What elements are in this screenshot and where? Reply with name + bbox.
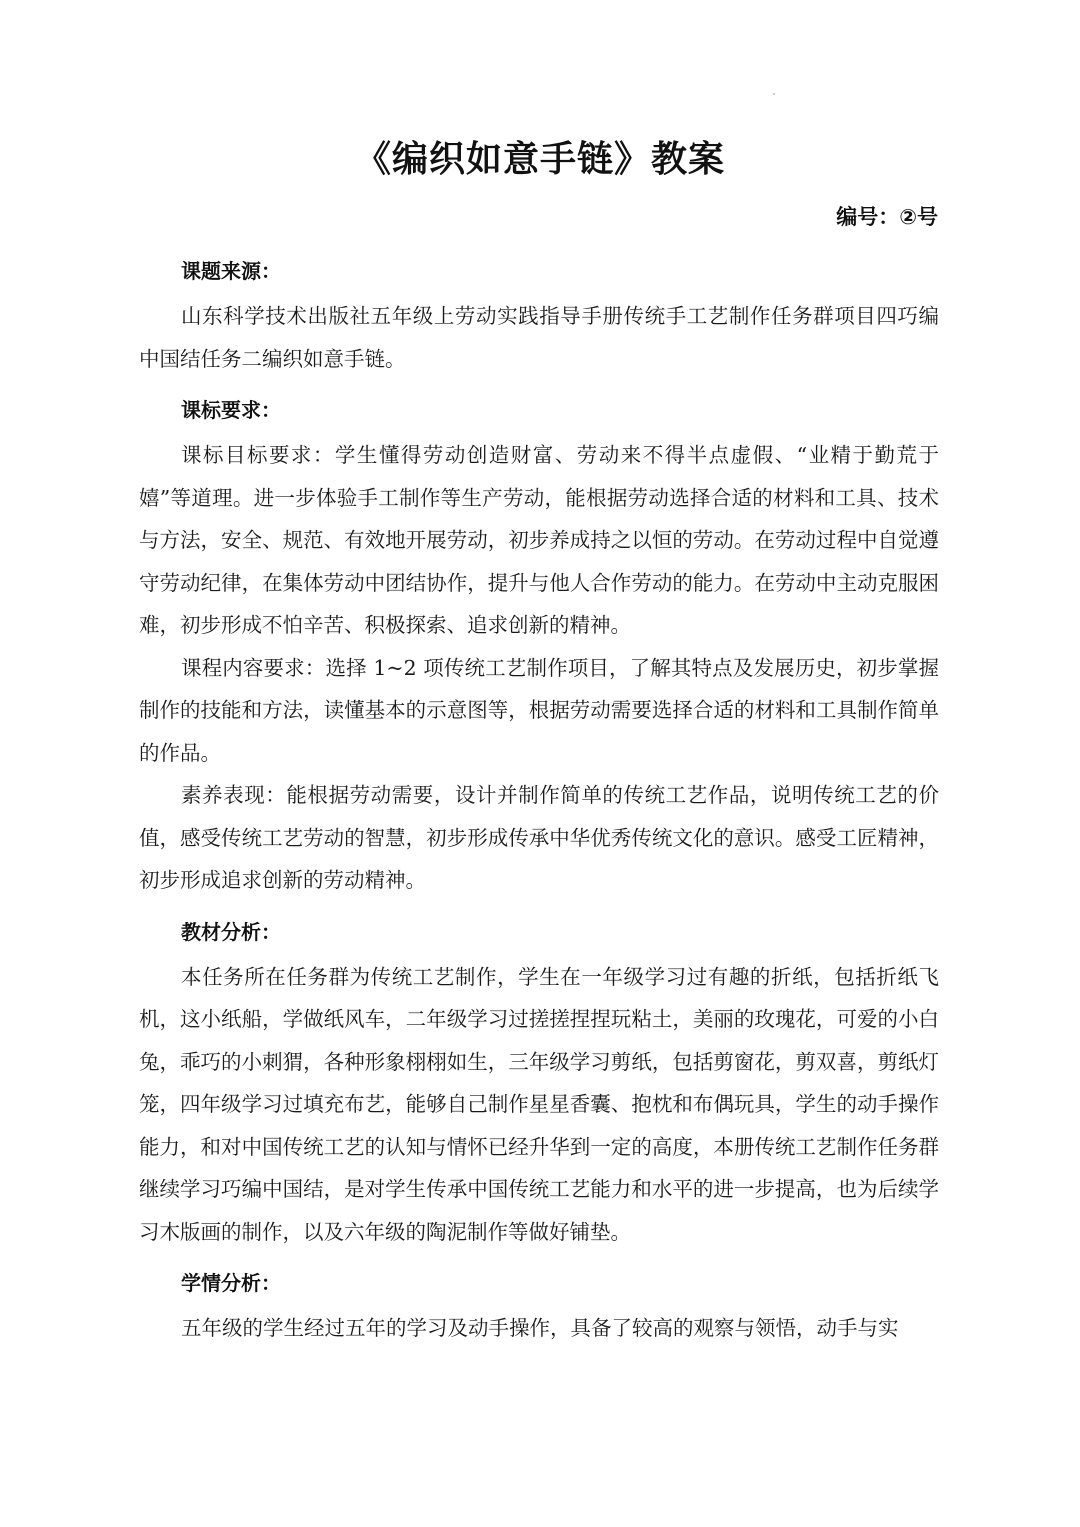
document-title: 《编织如意手链》教案 [354,138,725,180]
section-learner [139,1266,939,1350]
paragraph: 山东科学技术出版社五年级上劳动实践指导手册传统手工艺制作任务群项目四巧编中国结任务二编织如意手链。 [139,304,939,371]
paragraph: 本任务所在任务群为传统工艺制作，学生在一年级学习过有趣的折纸，包括折纸飞机，这小纸船，学做纸风车，二年级学习过搓搓捏捏玩粘土，美丽的玫瑰花，可爱的小白兔，乖巧的小刺猬，各种形象栩栩如生，三年级学习剪纸，包括剪窗花，剪双喜，剪纸灯笼，四年级学习过填充布艺，能够自己制作星星香囊、抱枕和布偶玩具，学生的动手操作能力，和对中国传统工艺的认知与情怀已经升华到一定的高度，本册传统工艺制作任务群继续学习巧编中国结，是对学生传承中国传统工艺能力和水平的进一步提高，也为后续学习木版画的制作，以及六年级的陶泥制作等做好铺垫。 [139,964,939,1244]
paragraph: 课程内容要求：选择 1~2 项传统工艺制作项目，了解其特点及发展历史，初步掌握制作的技能和方法，读懂基本的示意图等，根据劳动需要选择合适的材料和工具制作简单的作品。 [139,655,939,765]
paragraph: 素养表现：能根据劳动需要，设计并制作简单的传统工艺作品，说明传统工艺的价值，感受传统工艺劳动的智慧，初步形成传承中华优秀传统文化的意识。感受工匠精神，初步形成追求创新的劳动精神。 [139,783,939,892]
section-material [139,915,939,1254]
document-body [139,254,939,1350]
section-standard [139,393,939,902]
document-number: 编号：②号 [836,205,938,229]
section-source [139,254,939,380]
section-heading-standard: 课标要求： [181,398,281,422]
paragraph: 课标目标要求：学生懂得劳动创造财富、劳动来不得半点虚假、“业精于勤荒于嬉”等道理。进一步体验手工制作等生产劳动，能根据劳动选择合适的材料和工具、技术与方法，安全、规范、有效地开展劳动，初步养成持之以恒的劳动。在劳动过程中自觉遵守劳动纪律，在集体劳动中团结协作，提升与他人合作劳动的能力。在劳动中主动克服困难，初步形成不怕辛苦、积极探索、追求创新的精神。 [139,443,939,637]
scan-dot [773,93,775,95]
paragraph: 五年级的学生经过五年的学习及动手操作，具备了较高的观察与领悟，动手与实 [181,1316,899,1340]
section-heading-source: 课题来源： [181,259,281,283]
section-heading-material: 教材分析： [181,919,281,944]
section-heading-learner: 学情分析： [181,1271,281,1295]
